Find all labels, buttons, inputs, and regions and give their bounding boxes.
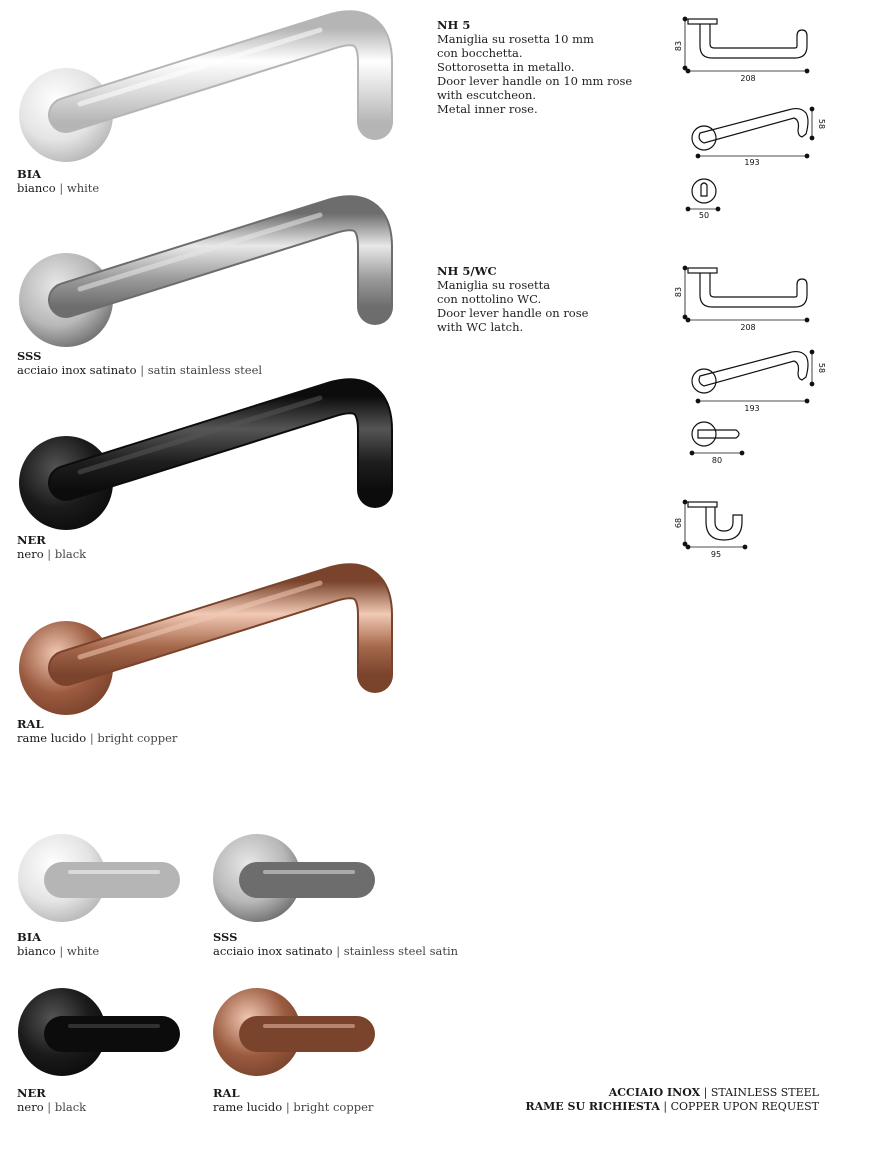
finish-code: RAL <box>213 1086 240 1100</box>
product-spec-nh5-wc <box>437 264 588 334</box>
footer-copper-en: COPPER UPON REQUEST <box>670 1100 819 1113</box>
drawing-nh5-escutcheon <box>692 179 716 203</box>
finish-caption-small-bia <box>17 930 99 958</box>
footer-material: ACCIAIO INOX <box>608 1086 701 1099</box>
finish-code: NER <box>17 533 46 547</box>
dim-label: 83 <box>674 40 683 52</box>
finish-name-en: black <box>54 1100 87 1114</box>
finish-name-it: acciaio inox satinato <box>213 944 333 958</box>
spec-line: Maniglia su rosetta 10 mm <box>437 32 594 46</box>
finish-code: SSS <box>17 349 42 363</box>
finish-name-en: black <box>54 547 87 561</box>
dim-label: 80 <box>711 456 723 465</box>
finish-code: NER <box>17 1086 46 1100</box>
finish-caption-ner <box>17 533 86 561</box>
lever-handle-sss <box>19 213 375 347</box>
dim-label: 193 <box>744 158 760 167</box>
separator: | <box>89 731 94 745</box>
separator: | <box>140 363 145 377</box>
footer-copper: RAME SU RICHIESTA <box>525 1100 660 1113</box>
separator: | <box>59 181 64 195</box>
u-handle-sss <box>213 834 357 922</box>
finish-name-it: bianco <box>17 944 56 958</box>
separator: | <box>285 1100 290 1114</box>
finish-name-it: rame lucido <box>213 1100 283 1114</box>
spec-line: Sottorosetta in metallo. <box>437 60 575 74</box>
finish-caption-ral <box>17 717 177 745</box>
dim-label: 58 <box>817 362 826 374</box>
drawing-u-side <box>688 502 742 540</box>
finish-name-en: bright copper <box>97 731 178 745</box>
lever-handle-ral <box>19 581 375 715</box>
dim-label: 193 <box>744 404 760 413</box>
lever-handle-ner <box>19 396 375 530</box>
spec-line: con nottolino WC. <box>437 292 542 306</box>
drawing-nh5-side <box>688 19 807 58</box>
dim-label: 68 <box>674 517 683 529</box>
dim-label: 95 <box>710 550 722 559</box>
finish-name-it: nero <box>17 547 44 561</box>
u-handle-ner <box>18 988 162 1076</box>
finish-code: SSS <box>213 930 238 944</box>
finish-code: RAL <box>17 717 44 731</box>
drawing-wc-top <box>692 352 808 393</box>
finish-name-en: satin stainless steel <box>147 363 263 377</box>
finish-caption-small-ner <box>17 1086 86 1114</box>
finish-caption-small-ral <box>213 1086 373 1114</box>
finish-name-it: bianco <box>17 181 56 195</box>
lever-handle-bia <box>19 28 375 162</box>
spec-line: Door lever handle on rose <box>437 306 589 320</box>
product-spec-nh5 <box>437 18 632 116</box>
u-handle-bia <box>18 834 162 922</box>
spec-line: with WC latch. <box>437 320 524 334</box>
dim-label: 58 <box>817 118 826 130</box>
separator: | <box>47 547 52 561</box>
spec-line: Maniglia su rosetta <box>437 278 551 292</box>
finish-name-en: bright copper <box>293 1100 374 1114</box>
drawing-wc-side <box>688 268 807 307</box>
finish-name-en: stainless steel satin <box>343 944 459 958</box>
technical-drawings <box>670 10 850 570</box>
finish-code: BIA <box>17 167 42 181</box>
footer-material-en: STAINLESS STEEL <box>710 1086 819 1099</box>
spec-line: Door lever handle on 10 mm rose <box>437 74 633 88</box>
dim-label: 50 <box>698 211 710 220</box>
product-title: NH 5/WC <box>437 264 497 278</box>
finish-code: BIA <box>17 930 42 944</box>
spec-line: Metal inner rose. <box>437 102 538 116</box>
separator: | <box>663 1100 668 1113</box>
dim-label: 208 <box>740 323 756 332</box>
spec-line: con bocchetta. <box>437 46 523 60</box>
product-title: NH 5 <box>437 18 471 32</box>
separator: | <box>47 1100 52 1114</box>
finish-name-it: nero <box>17 1100 44 1114</box>
finish-name-it: rame lucido <box>17 731 87 745</box>
separator: | <box>703 1086 708 1099</box>
finish-caption-sss <box>17 349 262 377</box>
separator: | <box>59 944 64 958</box>
dim-label: 208 <box>740 74 756 83</box>
finish-caption-small-sss <box>213 930 458 958</box>
drawing-nh5-top <box>692 109 808 150</box>
finish-name-it: acciaio inox satinato <box>17 363 137 377</box>
drawing-wc-latch <box>692 422 739 446</box>
spec-line: with escutcheon. <box>437 88 537 102</box>
handle-images-small <box>0 820 420 1120</box>
finish-name-en: white <box>66 944 100 958</box>
finish-name-en: white <box>66 181 100 195</box>
u-handle-ral <box>213 988 357 1076</box>
dim-label: 83 <box>674 286 683 298</box>
material-footer <box>525 1086 819 1114</box>
separator: | <box>336 944 341 958</box>
finish-caption-bia <box>17 167 99 195</box>
